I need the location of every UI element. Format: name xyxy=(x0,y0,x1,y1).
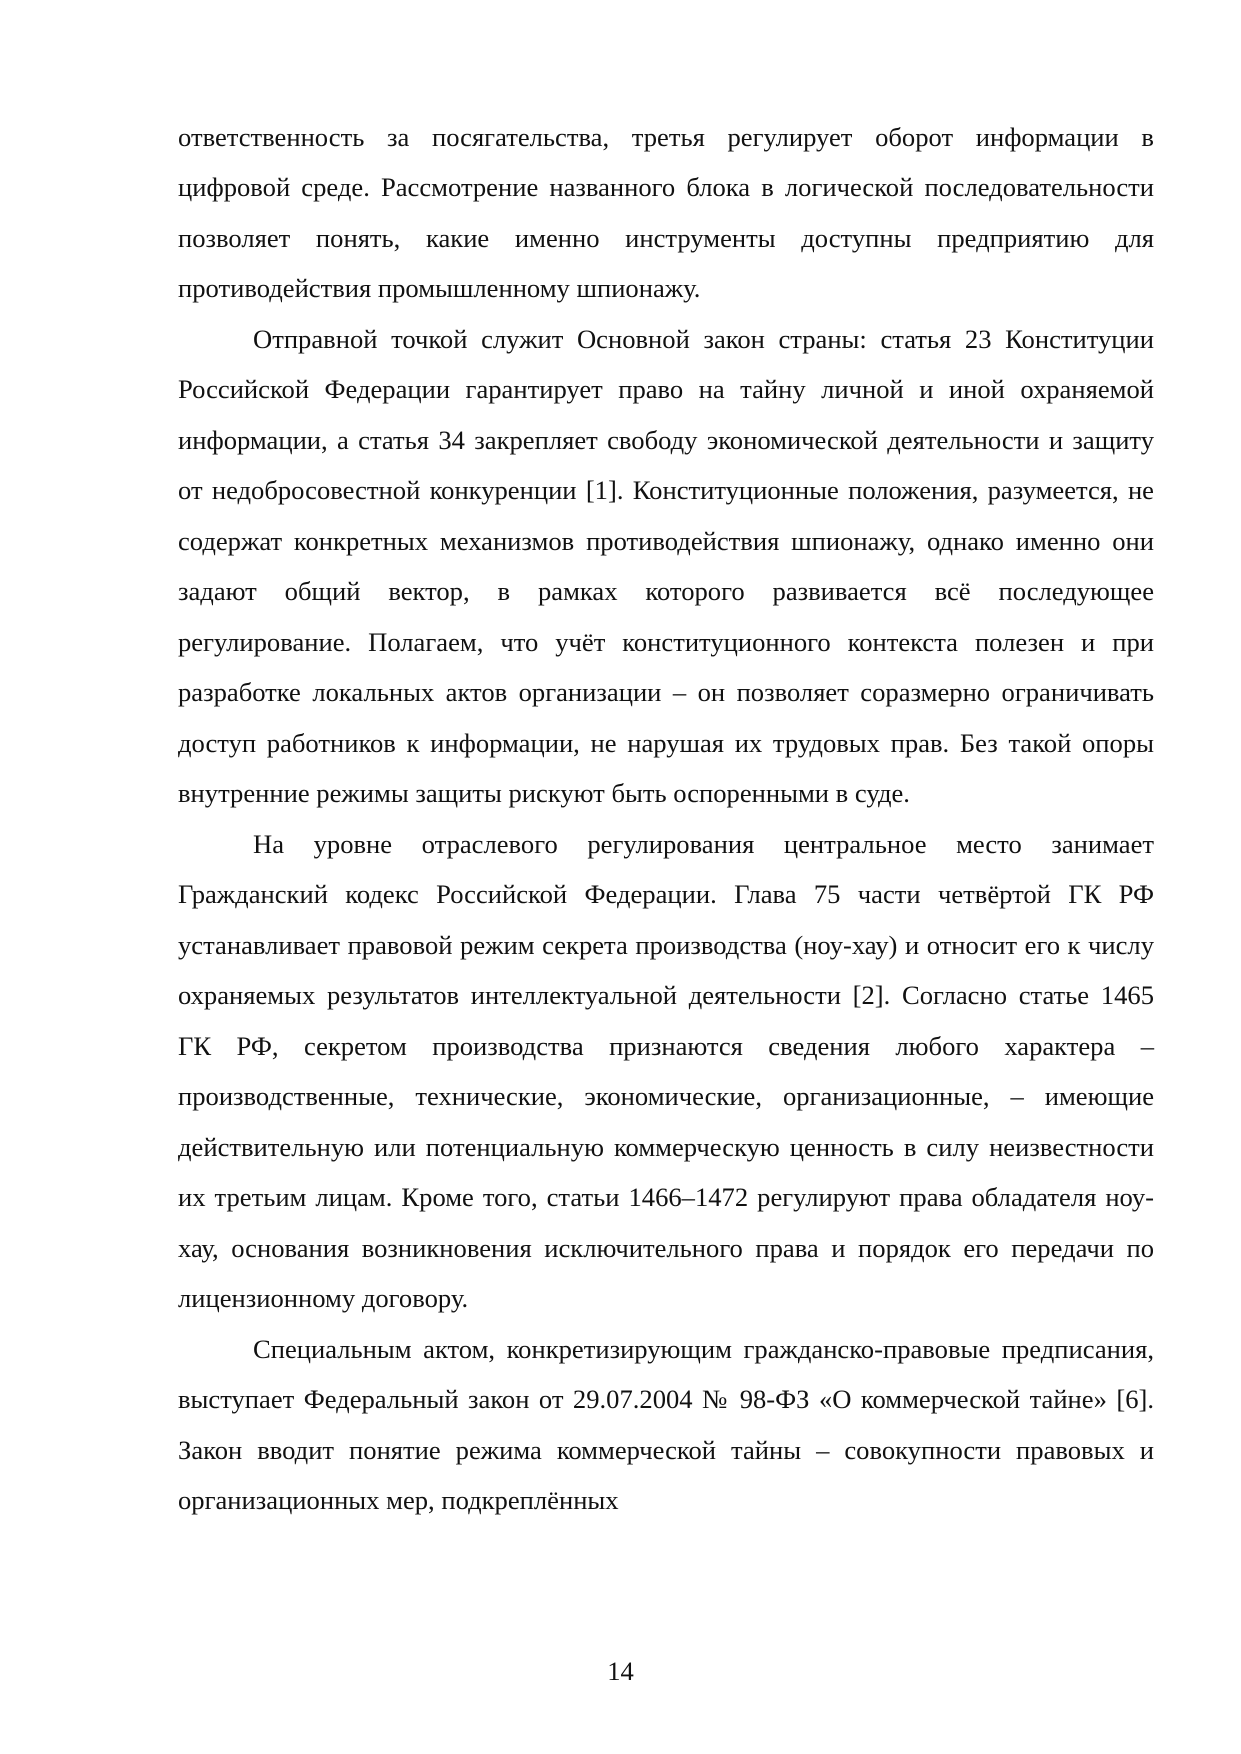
paragraph-constitution: Отправной точкой служит Основной закон страны: статья 23 Конституции Российской Федерации гарантирует право на тайну личной и иной охраняемой информации, а статья 34 закрепляет свободу экономической деятельности и защиту от недобросовестной конкуренции [1]. Конституционные положения, разумеется, не содержат конкретных механизмов противодействия шпионажу, однако именно они задают общий вектор, в рамках которого развивается всё последующее регулирование. Полагаем, что учёт конституционного контекста полезен и при разработке локальных актов организации – он позволяет соразмерно ограничивать доступ работников к информации, не нарушая их трудовых прав. Без такой опоры внутренние режимы защиты рискуют быть оспоренными в суде. xyxy=(178,323,1154,808)
paragraph-continuation: ответственность за посягательства, третья регулирует оборот информации в цифровой среде. Рассмотрение названного блока в логической последовательности позволяет понять, какие именно инструменты доступны предприятию для противодействия промышленному шпионажу. xyxy=(178,121,1154,303)
paragraph-trade-secret-law: Специальным актом, конкретизирующим гражданско-правовые предписания, выступает Федеральный закон от 29.07.2004 № 98-ФЗ «О коммерческой тайне» [6]. Закон вводит понятие режима коммерческой тайны – совокупности правовых и организационных мер, подкреплённых xyxy=(178,1333,1154,1515)
body-text xyxy=(178,112,1154,1526)
page-number: 14 xyxy=(607,1656,634,1686)
paragraph-civil-code: На уровне отраслевого регулирования центральное место занимает Гражданский кодекс Российской Федерации. Глава 75 части четвёртой ГК РФ устанавливает правовой режим секрета производства (ноу-хау) и относит его к числу охраняемых результатов интеллектуальной деятельности [2]. Согласно статье 1465 ГК РФ, секретом производства признаются сведения любого характера – производственные, технические, экономические, организационные, – имеющие действительную или потенциальную коммерческую ценность в силу неизвестности их третьим лицам. Кроме того, статьи 1466–1472 регулируют права обладателя ноу-хау, основания возникновения исключительного права и порядок его передачи по лицензионному договору. xyxy=(178,828,1154,1313)
